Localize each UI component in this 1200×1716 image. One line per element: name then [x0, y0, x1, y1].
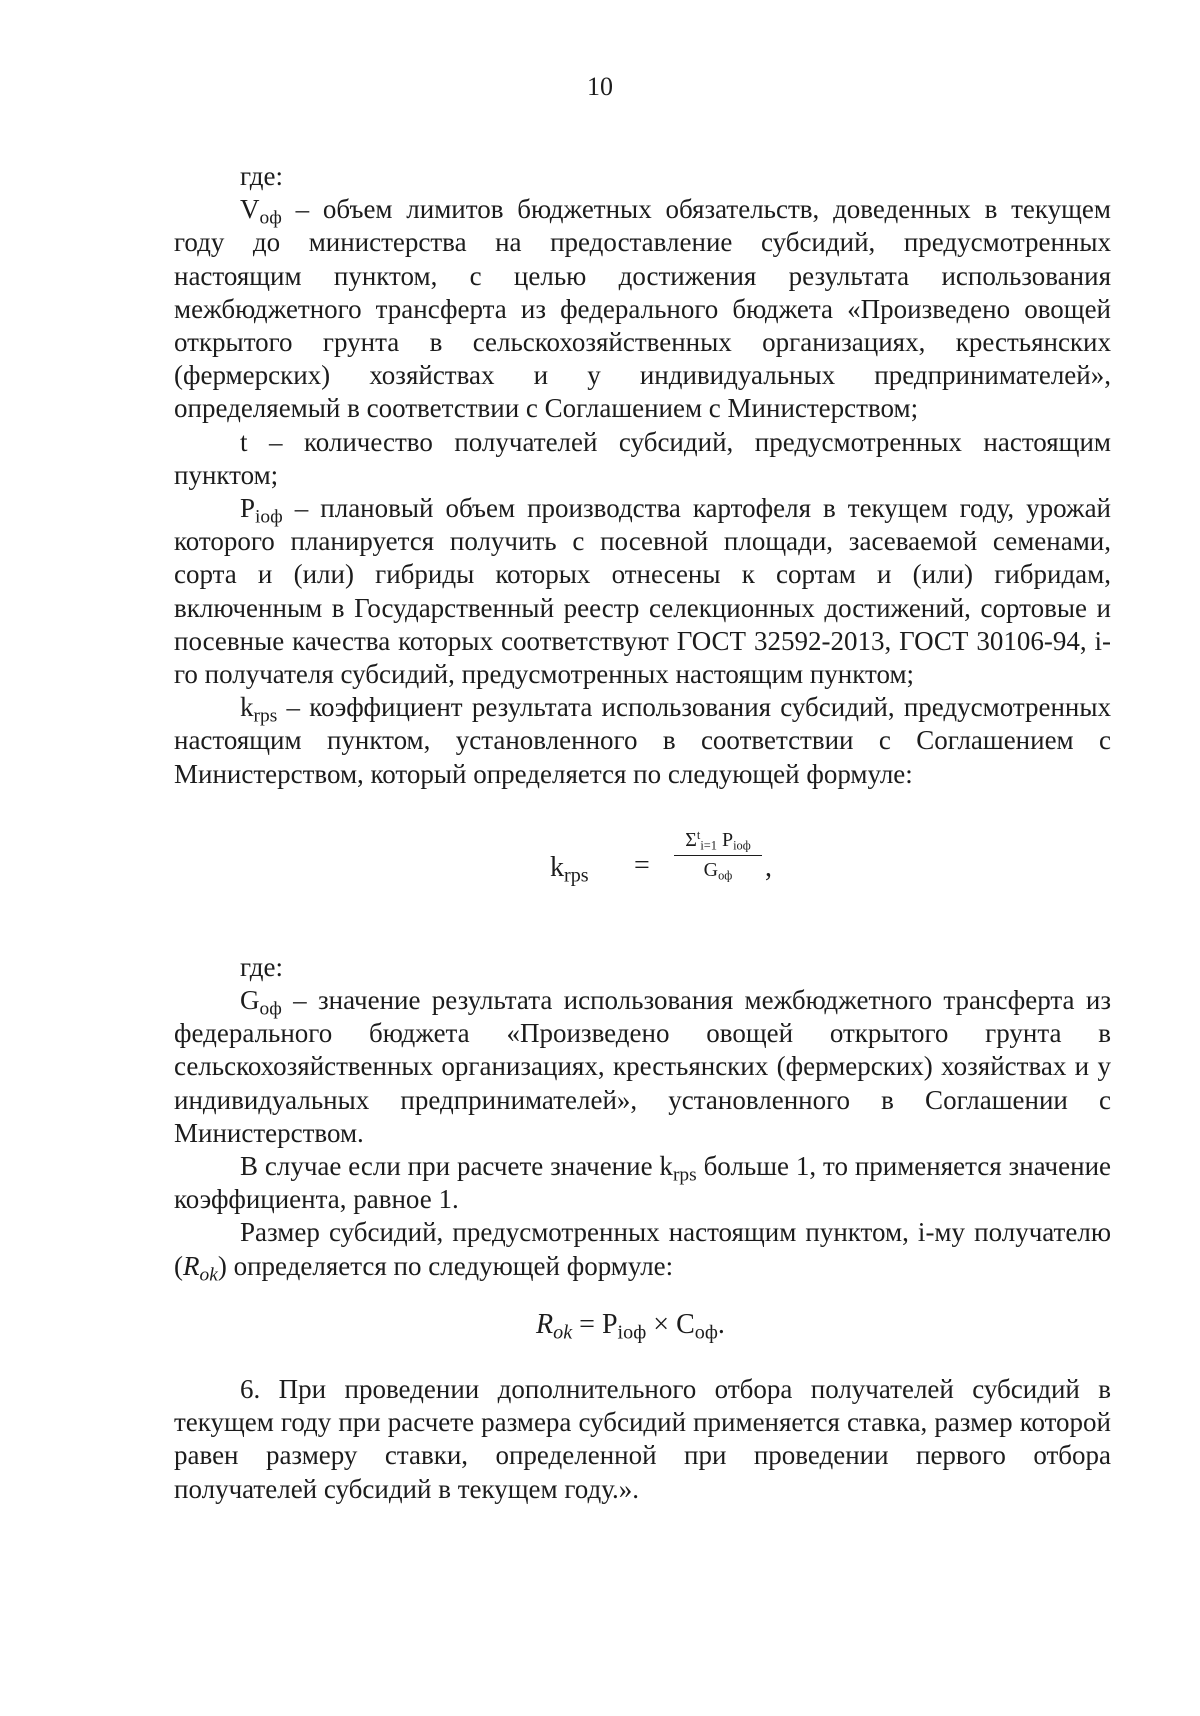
var-v-subscript: оф — [259, 207, 282, 229]
var-p-subscript: iоф — [255, 506, 283, 528]
page-number: 10 — [587, 72, 613, 101]
formula1-comma: , — [765, 851, 772, 883]
paragraph-6: 6. При проведении дополнительного отбора получателей субсидий в текущем году при расчете размера субсидий применяется ставка, размер которой равен размеру ставки, определенной при проведении первого отбора получателей субсидий в текущем году.». — [174, 1373, 1111, 1504]
formula1-fraction-bar — [674, 855, 762, 856]
paragraph-g-of — [174, 984, 1111, 1150]
formula1-numerator: $\Sigma^ti=1$ Piоф — [685, 828, 751, 853]
var-p: P — [240, 493, 256, 524]
formula-k-rps — [174, 828, 1111, 901]
formula1-denominator: Gоф — [703, 858, 733, 883]
paragraph-v-of-text: – объем лимитов бюджетных обязательств, доведенных в текущем году до министерства на предоставление субсидий, предусмотренных настоящим пунктом, с целью достижения результата использования межбюджетного трансферта из федерального бюджета «Произведено овощей открытого грунта в сельскохозяйственных организациях, крестьянских (фермерских) хозяйствах и у индивидуальных предпринимателей», определяемый в соответствии с Соглашением с Министерством; — [174, 194, 1111, 424]
body-text — [174, 160, 1111, 1506]
paragraph-g-of-text: – значение результата использования межбюджетного трансферта из федерального бюджета «Произведено овощей открытого грунта в сельскохозяйственных организациях, крестьянских (фермерских) хозяйствах и у индивидуальных предпринимателей», установленного в Соглашении с Министерством. — [174, 985, 1111, 1148]
formula1-equals: = — [634, 849, 650, 881]
var-k-subscript: rps — [253, 705, 278, 727]
formula1-lhs: $k_{rps}$ — [550, 851, 589, 887]
paragraph-t: t – количество получателей субсидий, предусмотренных настоящим пунктом; — [174, 426, 1111, 490]
var-k: k — [240, 692, 254, 723]
paragraph-v-of — [174, 193, 1111, 425]
paragraph-p-iof — [174, 492, 1111, 691]
paragraph-subsidy-size: Размер субсидий, предусмотренных настоящим пунктом, i-му получателю $(R_{ok})$ определяется по следующей формуле: — [174, 1217, 1111, 1286]
paragraph-where-1: где: — [240, 161, 283, 191]
paragraph-k-rps — [174, 691, 1111, 791]
formula1-fraction — [674, 827, 762, 882]
paragraph-p-iof-text: – плановый объем производства картофеля в текущем году, урожай которого планируется получить с посевной площади, засеваемой семенами, сорта и (или) гибриды которых отнесены к сортам и (или) гибридам, включенным в Государственный реестр селекционных достижений, сортовые и посевные качества которых соответствуют ГОСТ 32592-2013, ГОСТ 30106-94, i-го получателя субсидий, предусмотренных настоящим пунктом; — [174, 493, 1111, 690]
formula-r-ok: $R_{ok} = P_{iоф} \times C_{оф}$. — [536, 1308, 725, 1344]
var-v: V — [240, 194, 260, 225]
paragraph-where-2: где: — [240, 951, 283, 982]
var-g: G — [240, 985, 260, 1016]
var-g-subscript: оф — [259, 998, 282, 1020]
paragraph-k-rps-text: – коэффициент результата использования субсидий, предусмотренных настоящим пунктом, установленного в соответствии с Соглашением с Министерством, который определяется по следующей формуле: — [174, 692, 1111, 789]
paragraph-k-rps-limit: В случае если при расчете значение $k_{rps}$ больше 1, то применяется значение коэффициента, равное 1. — [174, 1151, 1112, 1215]
